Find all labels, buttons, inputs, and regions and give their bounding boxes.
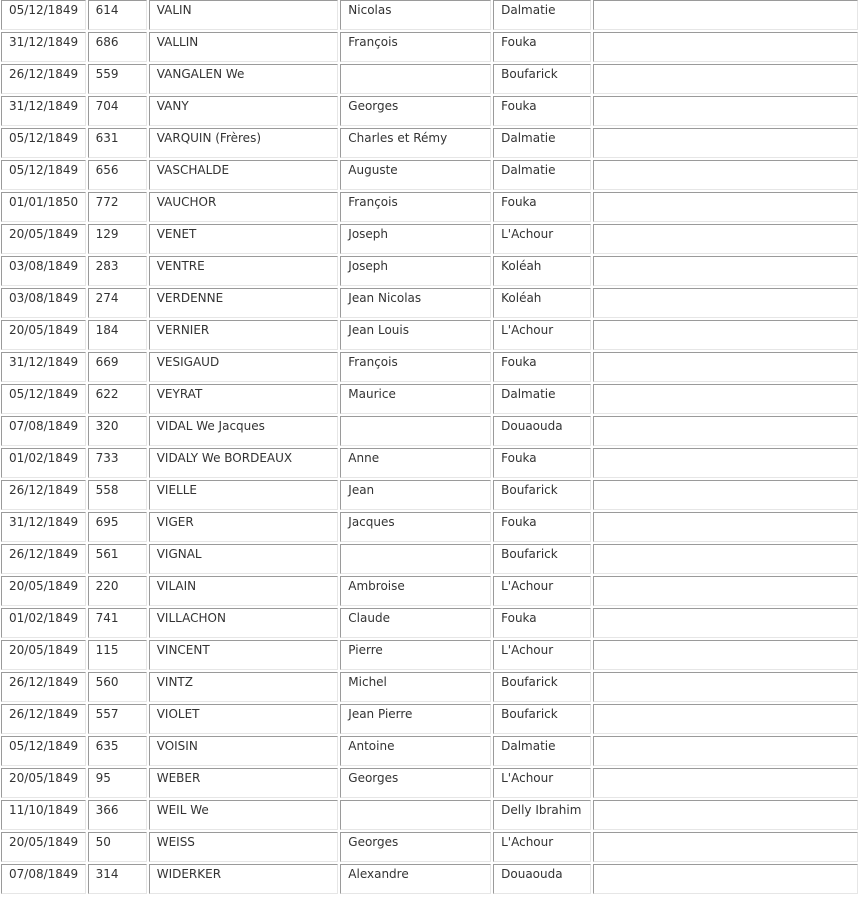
- date-cell: 31/12/1849: [1, 96, 86, 126]
- first-name-cell: Maurice: [340, 384, 491, 414]
- note-cell: [593, 128, 858, 158]
- table-row: [1, 416, 858, 446]
- table-row: [1, 128, 858, 158]
- date-cell: 01/02/1849: [1, 608, 86, 638]
- first-name-cell: Jean: [340, 480, 491, 510]
- number-cell: 614: [88, 0, 147, 30]
- place-cell: Fouka: [493, 96, 591, 126]
- note-cell: [593, 832, 858, 862]
- surname-cell: VENTRE: [149, 256, 339, 286]
- place-cell: L'Achour: [493, 576, 591, 606]
- note-cell: [593, 864, 858, 894]
- first-name-cell: Georges: [340, 768, 491, 798]
- note-cell: [593, 736, 858, 766]
- table-row: [1, 800, 858, 830]
- place-cell: Dalmatie: [493, 160, 591, 190]
- place-cell: Delly Ibrahim: [493, 800, 591, 830]
- surname-cell: VALLIN: [149, 32, 339, 62]
- surname-cell: VERDENNE: [149, 288, 339, 318]
- first-name-cell: Antoine: [340, 736, 491, 766]
- first-name-cell: Auguste: [340, 160, 491, 190]
- table-row: [1, 160, 858, 190]
- number-cell: 184: [88, 320, 147, 350]
- first-name-cell: François: [340, 32, 491, 62]
- note-cell: [593, 0, 858, 30]
- date-cell: 31/12/1849: [1, 512, 86, 542]
- table-row: [1, 672, 858, 702]
- first-name-cell: Jean Pierre: [340, 704, 491, 734]
- surname-cell: WEISS: [149, 832, 339, 862]
- date-cell: 05/12/1849: [1, 160, 86, 190]
- place-cell: Fouka: [493, 608, 591, 638]
- first-name-cell: François: [340, 352, 491, 382]
- number-cell: 560: [88, 672, 147, 702]
- date-cell: 01/01/1850: [1, 192, 86, 222]
- place-cell: Fouka: [493, 512, 591, 542]
- note-cell: [593, 288, 858, 318]
- surname-cell: VINTZ: [149, 672, 339, 702]
- number-cell: 622: [88, 384, 147, 414]
- date-cell: 01/02/1849: [1, 448, 86, 478]
- number-cell: 733: [88, 448, 147, 478]
- date-cell: 26/12/1849: [1, 704, 86, 734]
- surname-cell: VANGALEN We: [149, 64, 339, 94]
- date-cell: 07/08/1849: [1, 416, 86, 446]
- number-cell: 314: [88, 864, 147, 894]
- number-cell: 220: [88, 576, 147, 606]
- number-cell: 95: [88, 768, 147, 798]
- first-name-cell: Joseph: [340, 224, 491, 254]
- surname-cell: WEBER: [149, 768, 339, 798]
- place-cell: Dalmatie: [493, 384, 591, 414]
- note-cell: [593, 768, 858, 798]
- note-cell: [593, 416, 858, 446]
- place-cell: L'Achour: [493, 768, 591, 798]
- number-cell: 274: [88, 288, 147, 318]
- first-name-cell: Ambroise: [340, 576, 491, 606]
- number-cell: 695: [88, 512, 147, 542]
- number-cell: 320: [88, 416, 147, 446]
- place-cell: L'Achour: [493, 224, 591, 254]
- table-row: [1, 0, 858, 30]
- table-row: [1, 384, 858, 414]
- table-row: [1, 832, 858, 862]
- table-row: [1, 608, 858, 638]
- table-row: [1, 224, 858, 254]
- table-row: [1, 576, 858, 606]
- number-cell: 631: [88, 128, 147, 158]
- surname-cell: VERNIER: [149, 320, 339, 350]
- date-cell: 11/10/1849: [1, 800, 86, 830]
- date-cell: 20/05/1849: [1, 320, 86, 350]
- place-cell: Boufarick: [493, 704, 591, 734]
- place-cell: Boufarick: [493, 672, 591, 702]
- date-cell: 20/05/1849: [1, 576, 86, 606]
- number-cell: 704: [88, 96, 147, 126]
- note-cell: [593, 544, 858, 574]
- number-cell: 669: [88, 352, 147, 382]
- note-cell: [593, 320, 858, 350]
- surname-cell: VANY: [149, 96, 339, 126]
- note-cell: [593, 352, 858, 382]
- first-name-cell: Georges: [340, 96, 491, 126]
- first-name-cell: Pierre: [340, 640, 491, 670]
- note-cell: [593, 800, 858, 830]
- first-name-cell: Joseph: [340, 256, 491, 286]
- surname-cell: VAUCHOR: [149, 192, 339, 222]
- note-cell: [593, 256, 858, 286]
- surname-cell: VALIN: [149, 0, 339, 30]
- date-cell: 05/12/1849: [1, 736, 86, 766]
- date-cell: 26/12/1849: [1, 64, 86, 94]
- table-row: [1, 448, 858, 478]
- place-cell: Fouka: [493, 448, 591, 478]
- date-cell: 31/12/1849: [1, 352, 86, 382]
- note-cell: [593, 160, 858, 190]
- first-name-cell: [340, 800, 491, 830]
- place-cell: Boufarick: [493, 64, 591, 94]
- place-cell: Boufarick: [493, 480, 591, 510]
- table-row: [1, 320, 858, 350]
- date-cell: 20/05/1849: [1, 640, 86, 670]
- surname-cell: VARQUIN (Frères): [149, 128, 339, 158]
- note-cell: [593, 672, 858, 702]
- table-row: [1, 192, 858, 222]
- number-cell: 115: [88, 640, 147, 670]
- place-cell: Douaouda: [493, 864, 591, 894]
- surname-cell: WEIL We: [149, 800, 339, 830]
- place-cell: Fouka: [493, 192, 591, 222]
- place-cell: Douaouda: [493, 416, 591, 446]
- place-cell: Fouka: [493, 32, 591, 62]
- place-cell: Fouka: [493, 352, 591, 382]
- table-row: [1, 288, 858, 318]
- first-name-cell: Anne: [340, 448, 491, 478]
- date-cell: 26/12/1849: [1, 672, 86, 702]
- surname-cell: VEYRAT: [149, 384, 339, 414]
- date-cell: 05/12/1849: [1, 128, 86, 158]
- first-name-cell: Alexandre: [340, 864, 491, 894]
- table-row: [1, 704, 858, 734]
- note-cell: [593, 32, 858, 62]
- date-cell: 26/12/1849: [1, 544, 86, 574]
- first-name-cell: Jean Louis: [340, 320, 491, 350]
- table-row: [1, 96, 858, 126]
- table-row: [1, 640, 858, 670]
- surname-cell: VENET: [149, 224, 339, 254]
- date-cell: 03/08/1849: [1, 256, 86, 286]
- number-cell: 50: [88, 832, 147, 862]
- note-cell: [593, 480, 858, 510]
- surname-cell: WIDERKER: [149, 864, 339, 894]
- surname-cell: VOISIN: [149, 736, 339, 766]
- note-cell: [593, 576, 858, 606]
- note-cell: [593, 704, 858, 734]
- surname-cell: VIDALY We BORDEAUX: [149, 448, 339, 478]
- surname-cell: VASCHALDE: [149, 160, 339, 190]
- surname-cell: VESIGAUD: [149, 352, 339, 382]
- first-name-cell: Jean Nicolas: [340, 288, 491, 318]
- table-row: [1, 864, 858, 894]
- surname-cell: VIGER: [149, 512, 339, 542]
- date-cell: 20/05/1849: [1, 832, 86, 862]
- date-cell: 07/08/1849: [1, 864, 86, 894]
- note-cell: [593, 448, 858, 478]
- table-row: [1, 256, 858, 286]
- number-cell: 635: [88, 736, 147, 766]
- first-name-cell: [340, 64, 491, 94]
- place-cell: Dalmatie: [493, 0, 591, 30]
- table-row: [1, 480, 858, 510]
- number-cell: 557: [88, 704, 147, 734]
- note-cell: [593, 640, 858, 670]
- date-cell: 20/05/1849: [1, 768, 86, 798]
- table-row: [1, 512, 858, 542]
- place-cell: Dalmatie: [493, 736, 591, 766]
- place-cell: L'Achour: [493, 640, 591, 670]
- place-cell: Koléah: [493, 288, 591, 318]
- place-cell: L'Achour: [493, 320, 591, 350]
- place-cell: Dalmatie: [493, 128, 591, 158]
- note-cell: [593, 96, 858, 126]
- date-cell: 05/12/1849: [1, 384, 86, 414]
- number-cell: 656: [88, 160, 147, 190]
- table-row: [1, 32, 858, 62]
- note-cell: [593, 64, 858, 94]
- date-cell: 31/12/1849: [1, 32, 86, 62]
- surname-cell: VIELLE: [149, 480, 339, 510]
- note-cell: [593, 512, 858, 542]
- number-cell: 283: [88, 256, 147, 286]
- first-name-cell: Georges: [340, 832, 491, 862]
- note-cell: [593, 384, 858, 414]
- number-cell: 559: [88, 64, 147, 94]
- place-cell: L'Achour: [493, 832, 591, 862]
- number-cell: 129: [88, 224, 147, 254]
- table-row: [1, 768, 858, 798]
- surname-cell: VILAIN: [149, 576, 339, 606]
- first-name-cell: Jacques: [340, 512, 491, 542]
- register-body: [1, 0, 858, 894]
- date-cell: 26/12/1849: [1, 480, 86, 510]
- first-name-cell: François: [340, 192, 491, 222]
- table-row: [1, 352, 858, 382]
- number-cell: 772: [88, 192, 147, 222]
- note-cell: [593, 224, 858, 254]
- surname-cell: VIOLET: [149, 704, 339, 734]
- surname-cell: VIDAL We Jacques: [149, 416, 339, 446]
- first-name-cell: Claude: [340, 608, 491, 638]
- surname-cell: VILLACHON: [149, 608, 339, 638]
- number-cell: 741: [88, 608, 147, 638]
- first-name-cell: [340, 544, 491, 574]
- note-cell: [593, 192, 858, 222]
- surname-cell: VINCENT: [149, 640, 339, 670]
- first-name-cell: Michel: [340, 672, 491, 702]
- date-cell: 20/05/1849: [1, 224, 86, 254]
- table-row: [1, 64, 858, 94]
- place-cell: Koléah: [493, 256, 591, 286]
- number-cell: 366: [88, 800, 147, 830]
- first-name-cell: Charles et Rémy: [340, 128, 491, 158]
- place-cell: Boufarick: [493, 544, 591, 574]
- surname-cell: VIGNAL: [149, 544, 339, 574]
- first-name-cell: [340, 416, 491, 446]
- note-cell: [593, 608, 858, 638]
- number-cell: 558: [88, 480, 147, 510]
- date-cell: 03/08/1849: [1, 288, 86, 318]
- number-cell: 561: [88, 544, 147, 574]
- table-row: [1, 736, 858, 766]
- table-row: [1, 544, 858, 574]
- number-cell: 686: [88, 32, 147, 62]
- date-cell: 05/12/1849: [1, 0, 86, 30]
- first-name-cell: Nicolas: [340, 0, 491, 30]
